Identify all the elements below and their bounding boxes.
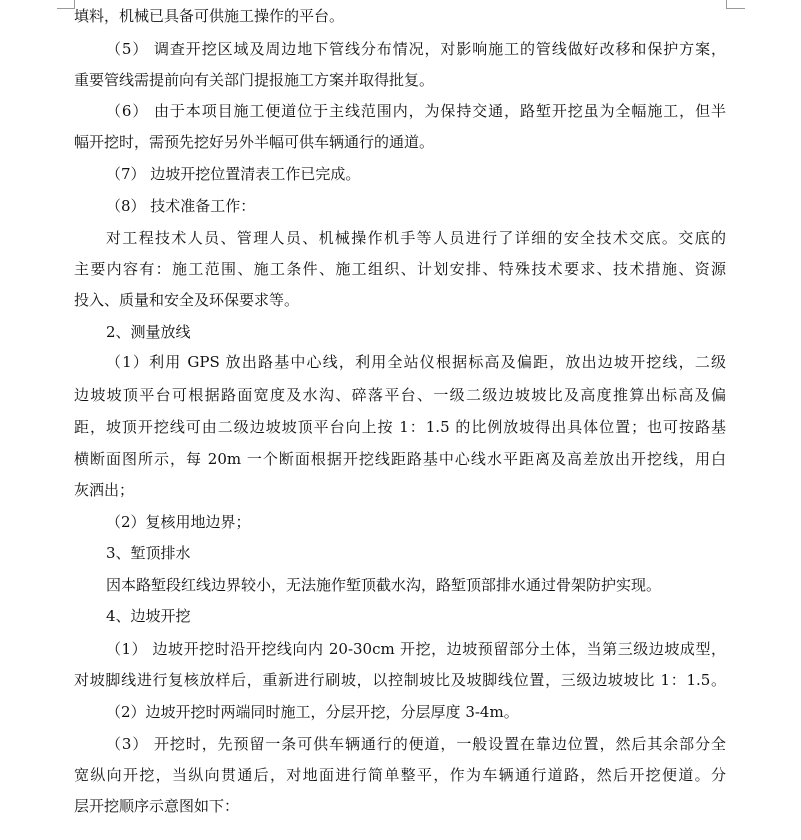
paragraph-line: 边坡坡顶平台可根据路面宽度及水沟、碎落平台、一级二级边坡坡比及高度推算出标高及偏 (74, 386, 726, 404)
paragraph-line: 重要管线需提前向有关部门提报施工方案并取得批复。 (74, 71, 435, 89)
paragraph-line: （5） 调查开挖区域及周边地下管线分布情况，对影响施工的管线做好改移和保护方案， (106, 40, 726, 58)
paragraph-line: （2）边坡开挖时两端同时施工，分层开挖，分层厚度 3-4m。 (106, 703, 519, 721)
paragraph-line: 宽纵向开挖，当纵向贯通后，对地面进行简单整平，作为车辆通行道路，然后开挖便道。分 (74, 766, 726, 784)
paragraph-line: 距，坡顶开挖线可由二级边坡坡顶平台向上按 1：1.5 的比例放坡得出具体位置；也可按路基 (74, 418, 726, 436)
paragraph-line: （6） 由于本项目施工便道位于主线范围内，为保持交通，路堑开挖虽为全幅施工，但半 (106, 102, 726, 120)
paragraph-line: （1）利用 GPS 放出路基中心线，利用全站仪根据标高及偏距，放出边坡开挖线，二级 (106, 353, 726, 371)
page-corner-mark-left (57, 0, 75, 9)
paragraph-line: 主要内容有：施工范围、施工条件、施工组织、计划安排、特殊技术要求、技术措施、资源 (74, 260, 726, 278)
section-heading: 2、测量放线 (106, 323, 191, 341)
section-heading: 3、堑顶排水 (106, 544, 191, 562)
paragraph-line: 投入、质量和安全及环保要求等。 (74, 291, 300, 309)
paragraph-line: 幅开挖时，需预先挖好另外半幅可供车辆通行的通道。 (74, 133, 435, 151)
paragraph-line: 横断面图所示，每 20m 一个断面根据开挖线距路基中心线水平距离及高差放出开挖线，用白 (74, 450, 726, 468)
section-heading: 4、边坡开挖 (106, 607, 191, 625)
paragraph-line: 灰洒出； (74, 481, 135, 499)
paragraph-line: 填料，机械已具备可供施工操作的平台。 (74, 7, 345, 25)
paragraph-line: 对坡脚线进行复核放样后，重新进行刷坡，以控制坡比及坡脚线位置，三级边坡坡比 1：1.5。 (74, 671, 726, 689)
paragraph-line: 层开挖顺序示意图如下： (74, 797, 240, 815)
paragraph-line: （3） 开挖时，先预留一条可供车辆通行的便道，一般设置在靠边位置，然后其余部分全 (106, 735, 726, 753)
paragraph-line: 因本路堑段红线边界较小，无法施作堑顶截水沟，路堑顶部排水通过骨架防护实现。 (106, 576, 662, 594)
paragraph-line: 对工程技术人员、管理人员、机械操作机手等人员进行了详细的安全技术交底。交底的 (106, 229, 726, 247)
paragraph-line: （8） 技术准备工作： (106, 197, 256, 215)
paragraph-line: （1） 边坡开挖时沿开挖线向内 20-30cm 开挖，边坡预留部分土体，当第三级边坡成型， (106, 640, 726, 658)
paragraph-line: （7） 边坡开挖位置清表工作已完成。 (106, 165, 361, 183)
paragraph-line: （2）复核用地边界； (106, 513, 251, 531)
page-corner-mark-right (726, 0, 745, 9)
